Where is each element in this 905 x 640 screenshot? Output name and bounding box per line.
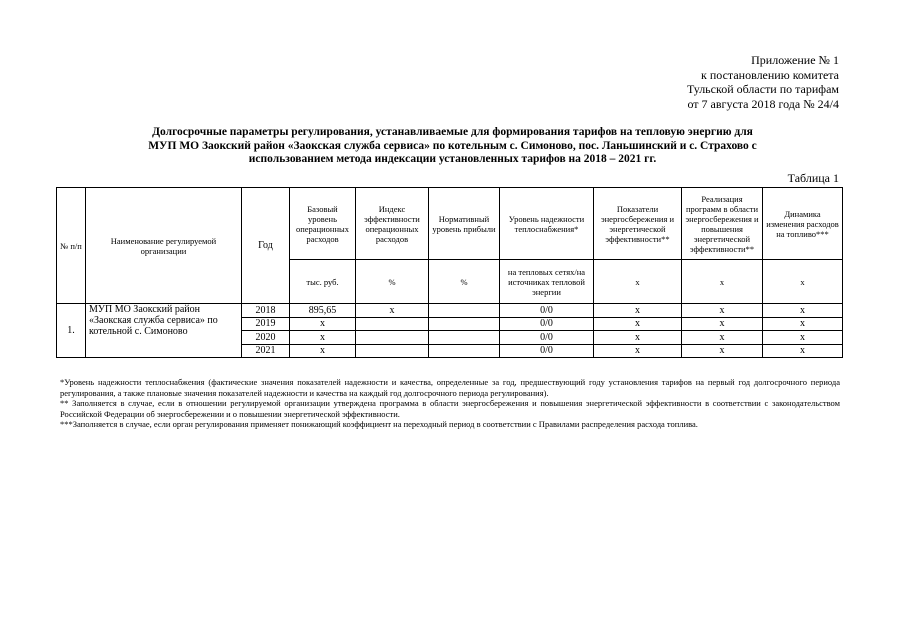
- annex-line-4: от 7 августа 2018 года № 24/4: [687, 96, 839, 111]
- cell-base: х: [290, 331, 356, 345]
- title-line-2: МУП МО Заокский район «Заокская служба сервиса» по котельным с. Симоново, пос. Ланьшинский и с. Страхово с: [148, 139, 757, 152]
- cell-norm: [429, 304, 500, 318]
- cell-reliability: 0/0: [500, 331, 594, 345]
- document-title: [80, 126, 825, 167]
- cell-energy: х: [594, 317, 682, 331]
- header-fuel: Динамика изменения расходов на топливо***: [763, 188, 843, 260]
- header-norm: Нормативный уровень прибыли: [429, 188, 500, 260]
- title-line-3: использованием метода индексации установленных тарифов на 2018 – 2021 гг.: [248, 153, 657, 165]
- cell-reliability: 0/0: [500, 317, 594, 331]
- organization-name: МУП МО Заокский район «Заокская служба сервиса» по котельной с. Симоново: [86, 304, 242, 358]
- header-reliability: Уровень надежности теплоснабжения*: [500, 188, 594, 260]
- cell-energy: х: [594, 331, 682, 345]
- unit-reliability: на тепловых сетях/на источниках тепловой энергии: [500, 260, 594, 304]
- header-base: Базовый уровень операционных расходов: [290, 188, 356, 260]
- footnotes: [60, 377, 840, 430]
- cell-fuel: х: [763, 304, 843, 318]
- cell-program: х: [682, 304, 763, 318]
- cell-base: х: [290, 344, 356, 358]
- unit-base: тыс. руб.: [290, 260, 356, 304]
- cell-base: х: [290, 317, 356, 331]
- annex-block: [687, 53, 839, 111]
- table-row: [57, 304, 843, 318]
- cell-fuel: х: [763, 344, 843, 358]
- cell-energy: х: [594, 344, 682, 358]
- header-program: Реализация программ в области энергосбережения и повышения энергетической эффективности**: [682, 188, 763, 260]
- cell-base: 895,65: [290, 304, 356, 318]
- cell-year: 2021: [242, 344, 290, 358]
- unit-index: %: [356, 260, 429, 304]
- unit-norm: %: [429, 260, 500, 304]
- unit-fuel: х: [763, 260, 843, 304]
- header-index: Индекс эффективности операционных расходов: [356, 188, 429, 260]
- footnote-energy-program: ** Заполняется в случае, если в отношении регулируемой организации утверждена программа в области энергосбережения и повышения энергетической эффективности в соответствии с законодательством Российской Федерации об энергосбережении и о повышении энергетической эффективности.: [60, 398, 840, 419]
- cell-reliability: 0/0: [500, 344, 594, 358]
- cell-index: х: [356, 304, 429, 318]
- cell-program: х: [682, 317, 763, 331]
- annex-line-2: к постановлению комитета: [701, 67, 839, 82]
- cell-year: 2020: [242, 331, 290, 345]
- cell-year: 2018: [242, 304, 290, 318]
- row-number: 1.: [57, 304, 86, 358]
- cell-fuel: х: [763, 331, 843, 345]
- cell-index: [356, 317, 429, 331]
- annex-line-3: Тульской области по тарифам: [686, 82, 839, 96]
- cell-reliability: 0/0: [500, 304, 594, 318]
- annex-line-1: Приложение № 1: [751, 53, 839, 67]
- cell-program: х: [682, 344, 763, 358]
- header-org: Наименование регулируемой организации: [86, 188, 242, 304]
- cell-year: 2019: [242, 317, 290, 331]
- title-line-1: Долгосрочные параметры регулирования, устанавливаемые для формирования тарифов на тепловую энергию для: [152, 126, 753, 138]
- cell-norm: [429, 344, 500, 358]
- header-year: Год: [242, 188, 290, 304]
- cell-program: х: [682, 331, 763, 345]
- unit-energy: х: [594, 260, 682, 304]
- cell-norm: [429, 317, 500, 331]
- cell-index: [356, 344, 429, 358]
- parameters-table: [56, 187, 843, 358]
- cell-fuel: х: [763, 317, 843, 331]
- table-caption: Таблица 1: [787, 171, 839, 185]
- unit-program: х: [682, 260, 763, 304]
- header-num: № п/п: [57, 188, 86, 304]
- cell-norm: [429, 331, 500, 345]
- footnote-fuel: ***Заполняется в случае, если орган регулирования применяет понижающий коэффициент на переходный период в соответствии с Правилами распределения расхода топлива.: [60, 419, 698, 429]
- header-energy: Показатели энергосбережения и энергетической эффективности**: [594, 188, 682, 260]
- cell-energy: х: [594, 304, 682, 318]
- footnote-reliability: *Уровень надежности теплоснабжения (фактические значения показателей надежности и качества, определенные за год, предшествующий году установления тарифов на первый год долгосрочного периода регулирования, а также плановые значения показателей надежности и качества на каждый год долгосрочного периода регулирования).: [60, 377, 840, 398]
- cell-index: [356, 331, 429, 345]
